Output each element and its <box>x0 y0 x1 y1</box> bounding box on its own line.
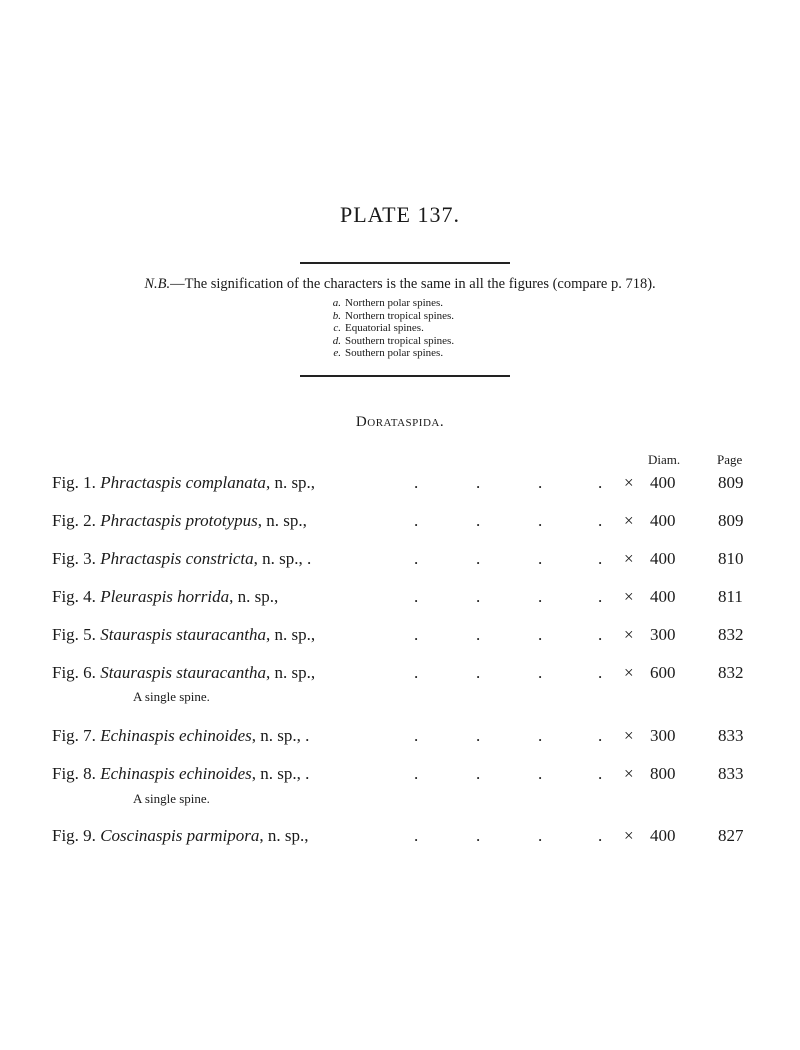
times-symbol: × <box>624 764 634 783</box>
legend-item: e. Southern polar spines. <box>333 347 444 359</box>
magnification: 400 <box>650 473 676 492</box>
magnification: 400 <box>650 587 676 606</box>
species-name: Pleuraspis horrida <box>100 587 230 606</box>
leader-dot: . <box>598 473 603 492</box>
species-name: Phractaspis complanata <box>100 473 266 492</box>
leader-dot: . <box>598 549 603 568</box>
leader-dot: . <box>598 764 603 783</box>
times-symbol: × <box>624 549 634 568</box>
times-symbol: × <box>624 625 634 644</box>
figure-label: Fig. 4. <box>52 587 96 606</box>
leader-dot: . <box>414 587 419 606</box>
figure-row: Fig. 4. Pleuraspis horrida, n. sp., × 400 811 <box>52 587 743 606</box>
times-symbol: × <box>624 726 634 745</box>
figure-row: Fig. 2. Phractaspis prototypus, n. sp., × 400 809 <box>52 511 744 530</box>
page-number: 832 <box>718 625 744 644</box>
magnification: 300 <box>650 625 676 644</box>
page-number: 833 <box>718 764 744 783</box>
leader-dot: . <box>538 511 543 530</box>
legend-item: c. Equatorial spines. <box>333 322 424 334</box>
leader-dot: . <box>476 726 481 745</box>
leader-dot: . <box>476 826 481 845</box>
leader-dot: . <box>598 625 603 644</box>
figure-row: Fig. 9. Coscinaspis parmipora, n. sp., × 400 827 <box>52 826 744 845</box>
species-name: Echinaspis echinoides <box>100 764 252 783</box>
figure-label: Fig. 2. <box>52 511 96 530</box>
leader-dot: . <box>414 625 419 644</box>
figure-label: Fig. 6. <box>52 663 96 682</box>
page-number: 809 <box>718 511 744 530</box>
diam-header: Diam. <box>648 452 681 467</box>
figure-label: Fig. 1. <box>52 473 96 492</box>
leader-dot: . <box>538 826 543 845</box>
species-name: Stauraspis stauracantha <box>100 663 266 682</box>
figure-row: Fig. 3. Phractaspis constricta, n. sp., . × 400 810 <box>52 549 744 568</box>
figure-label: Fig. 3. <box>52 549 96 568</box>
note-lead: N.B. <box>144 276 171 292</box>
figure-label: Fig. 5. <box>52 625 96 644</box>
legend-item: b. Northern tropical spines. <box>332 309 455 322</box>
figure-label: Fig. 8. <box>52 764 96 783</box>
species-name: Coscinaspis parmipora <box>100 826 260 845</box>
figure-label: Fig. 7. <box>52 726 96 745</box>
leader-dot: . <box>598 587 603 606</box>
leader-dot: . <box>476 663 481 682</box>
leader-dot: . <box>538 587 543 606</box>
leader-dot: . <box>598 511 603 530</box>
figure-note: A single spine. <box>133 689 210 704</box>
leader-dot: . <box>414 511 419 530</box>
times-symbol: × <box>624 826 634 845</box>
figure-row: Fig. 6. Stauraspis stauracantha, n. sp., × 600 832 <box>52 663 744 682</box>
section-heading: Dorataspida. <box>355 414 445 430</box>
page-number: 809 <box>718 473 744 492</box>
times-symbol: × <box>624 663 634 682</box>
leader-dot: . <box>538 764 543 783</box>
species-name: Phractaspis constricta <box>100 549 254 568</box>
leader-dot: . <box>538 473 543 492</box>
leader-dot: . <box>598 726 603 745</box>
page-number: 832 <box>718 663 744 682</box>
leader-dot: . <box>414 473 419 492</box>
magnification: 300 <box>650 726 676 745</box>
leader-dot: . <box>538 726 543 745</box>
species-name: Stauraspis stauracantha <box>100 625 266 644</box>
species-name: Echinaspis echinoides <box>100 726 252 745</box>
leader-dot: . <box>476 587 481 606</box>
legend-item: a. Northern polar spines. <box>332 297 444 309</box>
magnification: 400 <box>650 511 676 530</box>
note-text: —The signification of the characters is the same in all the figures (compare p. 718). <box>170 276 656 292</box>
leader-dot: . <box>414 663 419 682</box>
page-header: Page <box>717 452 743 467</box>
figure-row: Fig. 7. Echinaspis echinoides, n. sp., . × 300 833 <box>52 726 744 745</box>
times-symbol: × <box>624 473 634 492</box>
magnification: 400 <box>650 549 676 568</box>
leader-dot: . <box>476 549 481 568</box>
signification-note <box>0 276 800 293</box>
magnification: 600 <box>650 663 676 682</box>
divider-top <box>300 262 510 264</box>
page-number: 827 <box>718 826 744 845</box>
leader-dot: . <box>476 473 481 492</box>
page-number: 811 <box>718 587 743 606</box>
leader-dot: . <box>538 663 543 682</box>
magnification: 800 <box>650 764 676 783</box>
page-number: 810 <box>718 549 744 568</box>
leader-dot: . <box>414 826 419 845</box>
spine-legend <box>327 297 454 360</box>
leader-dot: . <box>414 549 419 568</box>
leader-dot: . <box>414 764 419 783</box>
times-symbol: × <box>624 587 634 606</box>
legend-item: d. Southern tropical spines. <box>332 334 455 347</box>
species-name: Phractaspis prototypus <box>100 511 258 530</box>
figure-note: A single spine. <box>133 791 210 806</box>
leader-dot: . <box>476 625 481 644</box>
leader-dot: . <box>476 511 481 530</box>
figure-row: Fig. 1. Phractaspis complanata, n. sp., × 400 809 <box>52 473 744 492</box>
times-symbol: × <box>624 511 634 530</box>
leader-dot: . <box>414 726 419 745</box>
leader-dot: . <box>598 826 603 845</box>
plate-title: PLATE 137. <box>340 202 460 227</box>
divider-bottom <box>300 375 510 377</box>
magnification: 400 <box>650 826 676 845</box>
figure-row: Fig. 5. Stauraspis stauracantha, n. sp., × 300 832 <box>52 625 744 644</box>
leader-dot: . <box>476 764 481 783</box>
page-number: 833 <box>718 726 744 745</box>
figure-label: Fig. 9. <box>52 826 96 845</box>
figure-row: Fig. 8. Echinaspis echinoides, n. sp., . × 800 833 <box>52 764 744 783</box>
leader-dot: . <box>538 625 543 644</box>
leader-dot: . <box>538 549 543 568</box>
leader-dot: . <box>598 663 603 682</box>
